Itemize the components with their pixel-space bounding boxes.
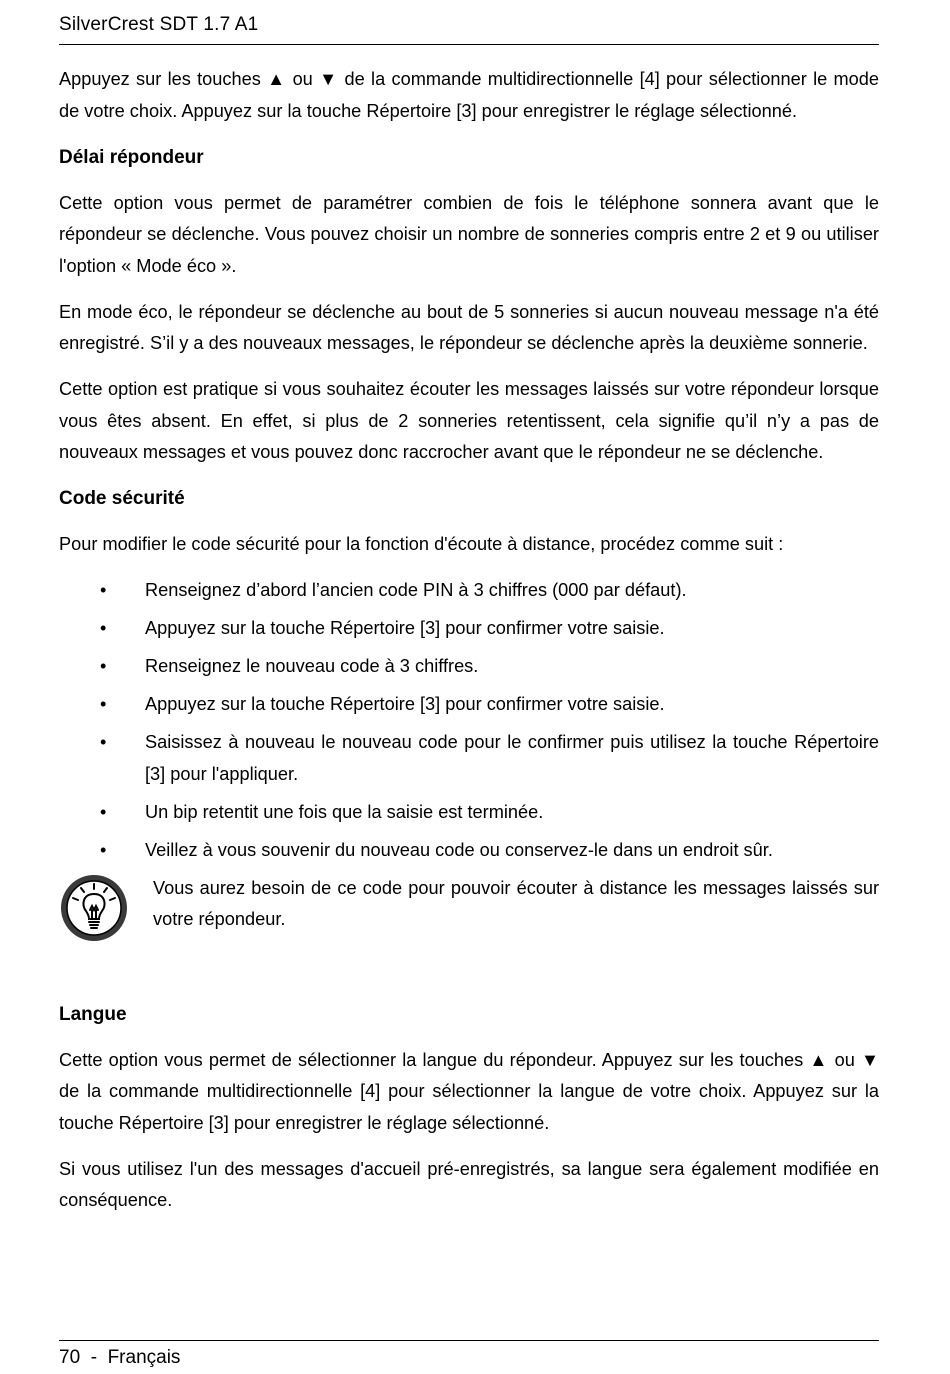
bullet-icon: • [100, 618, 107, 638]
bullet-icon: • [100, 839, 107, 860]
heading-langue: Langue [59, 1003, 127, 1025]
tip-note [59, 873, 879, 953]
list-item [59, 797, 879, 829]
list-item-text: Veillez à vous souvenir du nouveau code ou conservez-le dans un endroit sûr. [145, 839, 773, 860]
page-footer [59, 1340, 879, 1368]
list-item-text: Appuyez sur la touche Répertoire [3] pour confirmer votre saisie. [145, 694, 665, 714]
bullet-icon: • [100, 801, 107, 822]
list-item [59, 727, 879, 790]
document-title: SilverCrest SDT 1.7 A1 [59, 14, 259, 35]
delai-paragraph-3: Cette option est pratique si vous souhaitez écouter les messages laissés sur votre répondeur lorsque vous êtes absent. En effet, si plus de 2 sonneries retentissent, cela signifie qu’il n’y a pas de nouveaux messages et vous pouvez donc raccrocher avant que le répondeur ne se déclenche. [59, 379, 879, 462]
heading-code-securite: Code sécurité [59, 488, 185, 509]
page-content [59, 64, 879, 1231]
code-intro-paragraph: Pour modifier le code sécurité pour la fonction d'écoute à distance, procédez comme suit : [59, 534, 784, 554]
list-item [59, 575, 879, 607]
page-number-language: 70 - Français [59, 1347, 181, 1368]
list-item-text: Un bip retentit une fois que la saisie est terminée. [145, 801, 544, 822]
list-item [59, 613, 879, 645]
tip-text: Vous aurez besoin de ce code pour pouvoir écouter à distance les messages laissés sur votre répondeur. [153, 877, 879, 929]
list-item-text: Renseignez d’abord l’ancien code PIN à 3 chiffres (000 par défaut). [145, 580, 687, 600]
heading-delai-repondeur: Délai répondeur [59, 146, 204, 168]
bullet-icon: • [100, 694, 107, 714]
list-item-text: Saisissez à nouveau le nouveau code pour le confirmer puis utilisez la touche Répertoire [3] pour l'appliquer. [145, 732, 879, 784]
langue-paragraph-2: Si vous utilisez l'un des messages d'accueil pré-enregistrés, sa langue sera également modifiée en conséquence. [59, 1158, 879, 1210]
intro-paragraph: Appuyez sur les touches ▲ ou ▼ de la commande multidirectionnelle [4] pour sélectionner le mode de votre choix. Appuyez sur la touche Répertoire [3] pour enregistrer le réglage sélectionné. [59, 69, 879, 121]
page-header [59, 12, 879, 45]
delai-paragraph-2: En mode éco, le répondeur se déclenche au bout de 5 sonneries si aucun nouveau message n'a été enregistré. S’il y a des nouveaux messages, le répondeur se déclenche après la deuxième sonnerie. [59, 301, 879, 353]
bullet-icon: • [100, 580, 107, 600]
list-item-text: Appuyez sur la touche Répertoire [3] pour confirmer votre saisie. [145, 618, 665, 638]
lightbulb-icon [59, 873, 129, 943]
bullet-icon: • [100, 656, 107, 676]
langue-paragraph-1: Cette option vous permet de sélectionner la langue du répondeur. Appuyez sur les touches ▲ ou ▼ de la commande multidirectionnelle [4] pour sélectionner la langue de votre choix. Appuyez sur la touche Répertoire [3] pour enregistrer le réglage sélectionné. [59, 1049, 879, 1133]
list-item [59, 651, 879, 683]
bullet-icon: • [100, 732, 107, 752]
delai-paragraph-1: Cette option vous permet de paramétrer combien de fois le téléphone sonnera avant que le répondeur se déclenche. Vous pouvez choisir un nombre de sonneries compris entre 2 et 9 ou utiliser l'option « Mode éco ». [59, 192, 879, 276]
code-steps-list [59, 575, 879, 866]
list-item [59, 689, 879, 721]
list-item [59, 835, 879, 867]
list-item-text: Renseignez le nouveau code à 3 chiffres. [145, 656, 479, 676]
